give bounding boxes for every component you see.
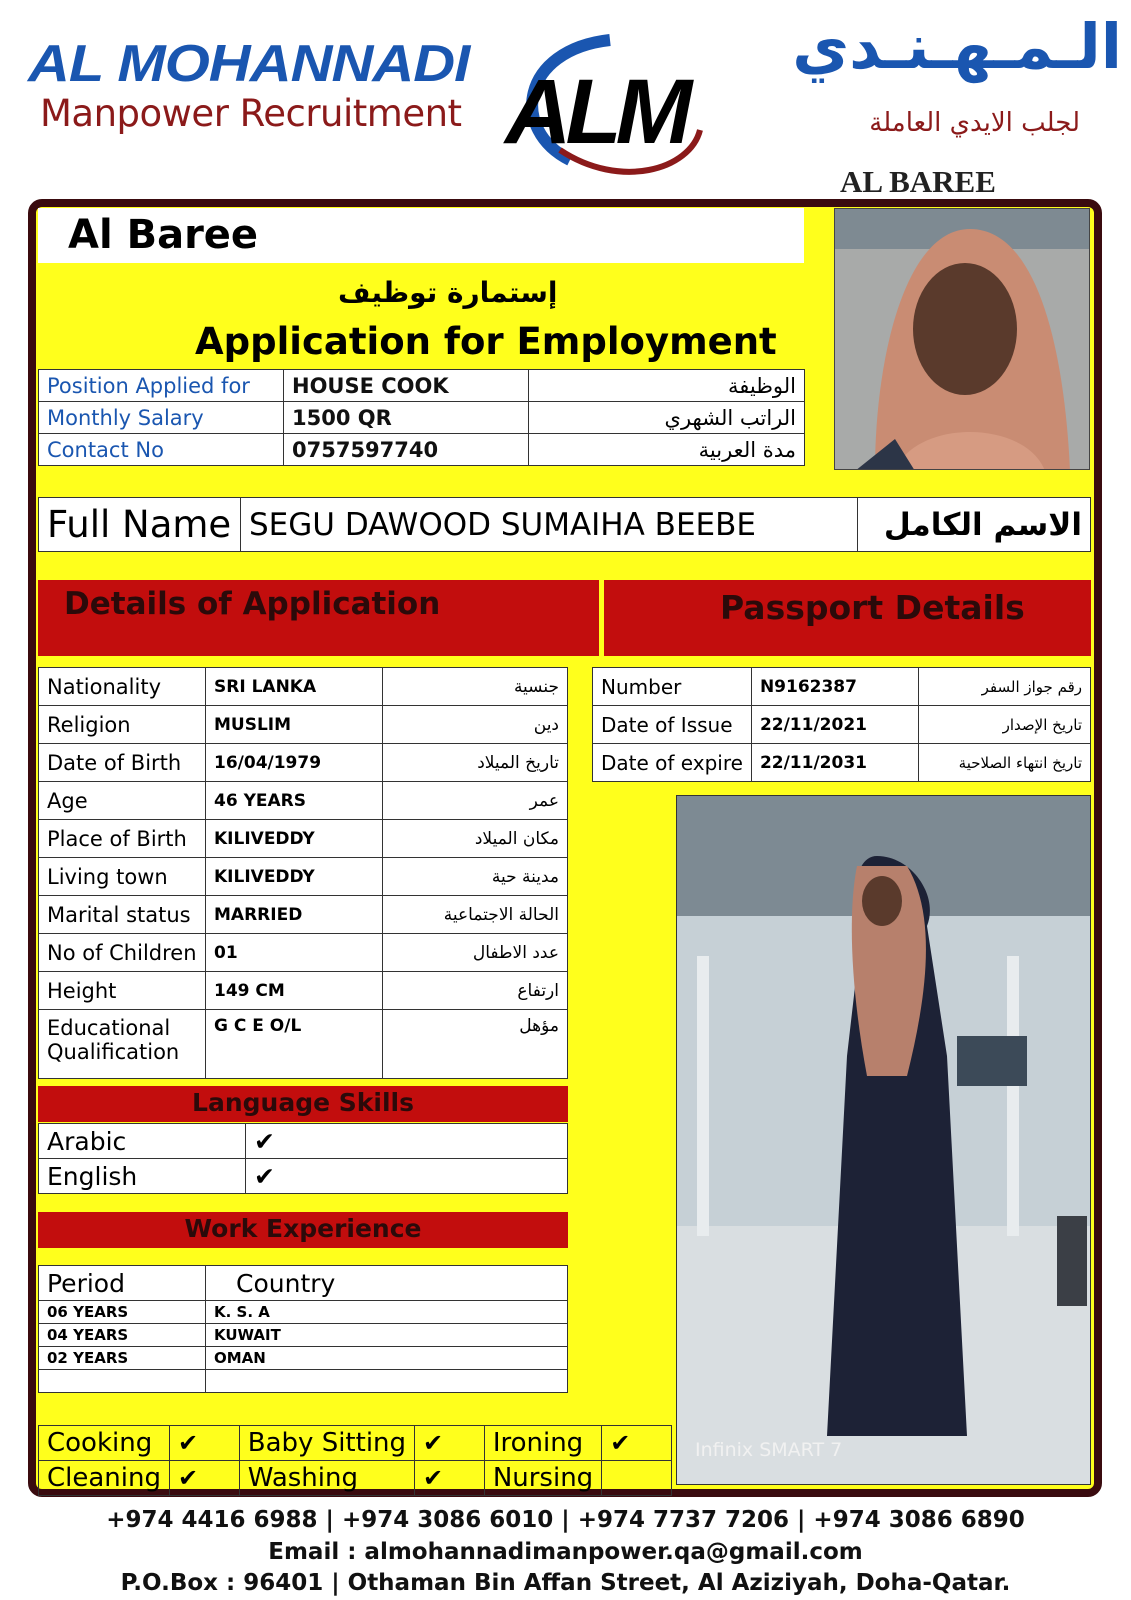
- brand-logo-mark: [500, 20, 730, 180]
- work-period: 02 YEARS: [39, 1347, 206, 1370]
- contact-value: 0757597740: [284, 434, 529, 466]
- work-col-period: Period: [39, 1266, 206, 1301]
- check-icon: ✔: [170, 1461, 240, 1496]
- language-section-header: [38, 1086, 568, 1122]
- passport-label-ar: رقم جواز السفر: [918, 668, 1090, 706]
- detail-row: [39, 668, 568, 706]
- full-name-label-ar: الاسم الكامل: [858, 498, 1091, 552]
- detail-value: KILIVEDDY: [206, 820, 383, 858]
- detail-value: G C E O/L: [206, 1010, 383, 1079]
- brand-subtitle-en: Manpower Recruitment: [40, 92, 462, 135]
- footer-address: P.O.Box : 96401 | Othaman Bin Affan Street, Al Aziziyah, Doha-Qatar.: [120, 1570, 1011, 1596]
- full-name-row: [39, 498, 1091, 552]
- full-body-figure-icon: [677, 796, 1091, 1485]
- detail-label: Date of Birth: [39, 744, 206, 782]
- language-name: English: [39, 1159, 246, 1194]
- detail-row: [39, 896, 568, 934]
- skill-name: Nursing: [484, 1461, 601, 1496]
- passport-section-title: Passport Details: [720, 588, 1025, 627]
- language-row: [39, 1159, 568, 1194]
- detail-label: Nationality: [39, 668, 206, 706]
- footer-email: Email : almohannadimanpower.qa@gmail.com: [268, 1539, 863, 1565]
- detail-label: Age: [39, 782, 206, 820]
- detail-label-ar: مؤهل: [383, 1010, 568, 1079]
- detail-row: [39, 820, 568, 858]
- detail-label-ar: دين: [383, 706, 568, 744]
- salary-label: Monthly Salary: [39, 402, 284, 434]
- skills-table: [38, 1425, 672, 1496]
- language-section-title: Language Skills: [192, 1088, 414, 1117]
- detail-label-ar: عمر: [383, 782, 568, 820]
- detail-label-ar: ارتفاع: [383, 972, 568, 1010]
- detail-value: 149 CM: [206, 972, 383, 1010]
- details-section-title: Details of Application: [64, 586, 441, 622]
- position-row: [39, 370, 805, 402]
- detail-value: 01: [206, 934, 383, 972]
- detail-value: KILIVEDDY: [206, 858, 383, 896]
- passport-row: [593, 706, 1091, 744]
- passport-value: 22/11/2021: [751, 706, 918, 744]
- full-name-label: Full Name: [39, 498, 241, 552]
- work-header-row: [39, 1266, 568, 1301]
- detail-label: Religion: [39, 706, 206, 744]
- detail-row: [39, 1010, 568, 1079]
- skill-name: Cooking: [39, 1426, 170, 1461]
- check-icon: ✔: [170, 1426, 240, 1461]
- check-icon: ✔: [415, 1426, 485, 1461]
- passport-label: Date of Issue: [593, 706, 752, 744]
- work-col-country: Country: [206, 1266, 568, 1301]
- contact-row: [39, 434, 805, 466]
- skill-name: Washing: [239, 1461, 414, 1496]
- check-icon: ✔: [602, 1426, 672, 1461]
- detail-value: MARRIED: [206, 896, 383, 934]
- brand-name-en: AL MOHANNADI: [28, 34, 470, 93]
- brand-mark-text: ALM: [505, 61, 687, 163]
- detail-row: [39, 858, 568, 896]
- check-icon: ✔: [415, 1461, 485, 1496]
- detail-label: Marital status: [39, 896, 206, 934]
- detail-row: [39, 782, 568, 820]
- work-section-header: [38, 1212, 568, 1248]
- detail-label-ar: الحالة الاجتماعية: [383, 896, 568, 934]
- detail-row: [39, 934, 568, 972]
- position-value: HOUSE COOK: [284, 370, 529, 402]
- passport-label-ar: تاريخ انتهاء الصلاحية: [918, 744, 1090, 782]
- detail-label-ar: عدد الاطفال: [383, 934, 568, 972]
- work-table: [38, 1265, 568, 1393]
- form-title-en: Application for Employment: [195, 320, 777, 363]
- skills-row: [39, 1426, 672, 1461]
- details-table: [38, 667, 568, 1079]
- work-row: [39, 1347, 568, 1370]
- detail-value: MUSLIM: [206, 706, 383, 744]
- detail-value: SRI LANKA: [206, 668, 383, 706]
- skills-row: [39, 1461, 672, 1496]
- salary-value: 1500 QR: [284, 402, 529, 434]
- detail-label-ar: جنسية: [383, 668, 568, 706]
- work-row: [39, 1324, 568, 1347]
- detail-label: Place of Birth: [39, 820, 206, 858]
- language-name: Arabic: [39, 1124, 246, 1159]
- detail-label-ar: مكان الميلاد: [383, 820, 568, 858]
- portrait-figure-icon: [835, 209, 1090, 470]
- passport-table: [592, 667, 1091, 782]
- passport-section-header: [604, 580, 1091, 656]
- position-label-ar: الوظيفة: [529, 370, 805, 402]
- work-period: 06 YEARS: [39, 1301, 206, 1324]
- check-empty: [602, 1461, 672, 1496]
- full-name-value: SEGU DAWOOD SUMAIHA BEEBE: [241, 498, 858, 552]
- work-country: K. S. A: [206, 1301, 568, 1324]
- passport-row: [593, 744, 1091, 782]
- contact-label-ar: مدة العربية: [529, 434, 805, 466]
- brand-name-ar: الـمـهـنـدي: [792, 10, 1122, 83]
- form-title-ar: إستمارة توظيف: [338, 276, 558, 309]
- work-country: OMAN: [206, 1347, 568, 1370]
- work-period: 04 YEARS: [39, 1324, 206, 1347]
- language-row: [39, 1124, 568, 1159]
- detail-value: 16/04/1979: [206, 744, 383, 782]
- detail-row: [39, 706, 568, 744]
- agency-label: AL BAREE: [840, 164, 996, 199]
- language-table: [38, 1123, 568, 1194]
- details-section-header: [38, 580, 599, 656]
- portrait-photo: [834, 208, 1090, 470]
- skill-name: Ironing: [484, 1426, 601, 1461]
- salary-label-ar: الراتب الشهري: [529, 402, 805, 434]
- skill-name: Cleaning: [39, 1461, 170, 1496]
- detail-value: 46 YEARS: [206, 782, 383, 820]
- work-period-empty: [39, 1370, 206, 1393]
- detail-label: Living town: [39, 858, 206, 896]
- passport-value: 22/11/2031: [751, 744, 918, 782]
- work-section-title: Work Experience: [184, 1214, 422, 1243]
- check-icon: ✔: [246, 1124, 568, 1159]
- detail-label-ar: تاريخ الميلاد: [383, 744, 568, 782]
- work-row: [39, 1370, 568, 1393]
- position-table: [38, 369, 805, 466]
- detail-label: Height: [39, 972, 206, 1010]
- agency-name: Al Baree: [68, 212, 259, 258]
- passport-label-ar: تاريخ الإصدار: [918, 706, 1090, 744]
- work-row: [39, 1301, 568, 1324]
- skill-name: Baby Sitting: [239, 1426, 414, 1461]
- check-icon: ✔: [246, 1159, 568, 1194]
- passport-label: Date of expire: [593, 744, 752, 782]
- full-body-photo: [676, 795, 1091, 1485]
- detail-label-ar: مدينة حية: [383, 858, 568, 896]
- camera-watermark: Infinix SMART 7: [695, 1439, 843, 1461]
- work-country: KUWAIT: [206, 1324, 568, 1347]
- agency-name-box: [38, 208, 804, 263]
- detail-row: [39, 744, 568, 782]
- passport-value: N9162387: [751, 668, 918, 706]
- work-country-empty: [206, 1370, 568, 1393]
- brand-subtitle-ar: لجلب الايدي العاملة: [869, 108, 1080, 138]
- salary-row: [39, 402, 805, 434]
- detail-row: [39, 972, 568, 1010]
- full-name-table: [38, 497, 1091, 552]
- footer-phones: +974 4416 6988 | +974 3086 6010 | +974 7737 7206 | +974 3086 6890: [106, 1507, 1025, 1533]
- passport-row: [593, 668, 1091, 706]
- detail-label: No of Children: [39, 934, 206, 972]
- position-label: Position Applied for: [39, 370, 284, 402]
- passport-label: Number: [593, 668, 752, 706]
- contact-label: Contact No: [39, 434, 284, 466]
- detail-label: Educational Qualification: [39, 1010, 206, 1079]
